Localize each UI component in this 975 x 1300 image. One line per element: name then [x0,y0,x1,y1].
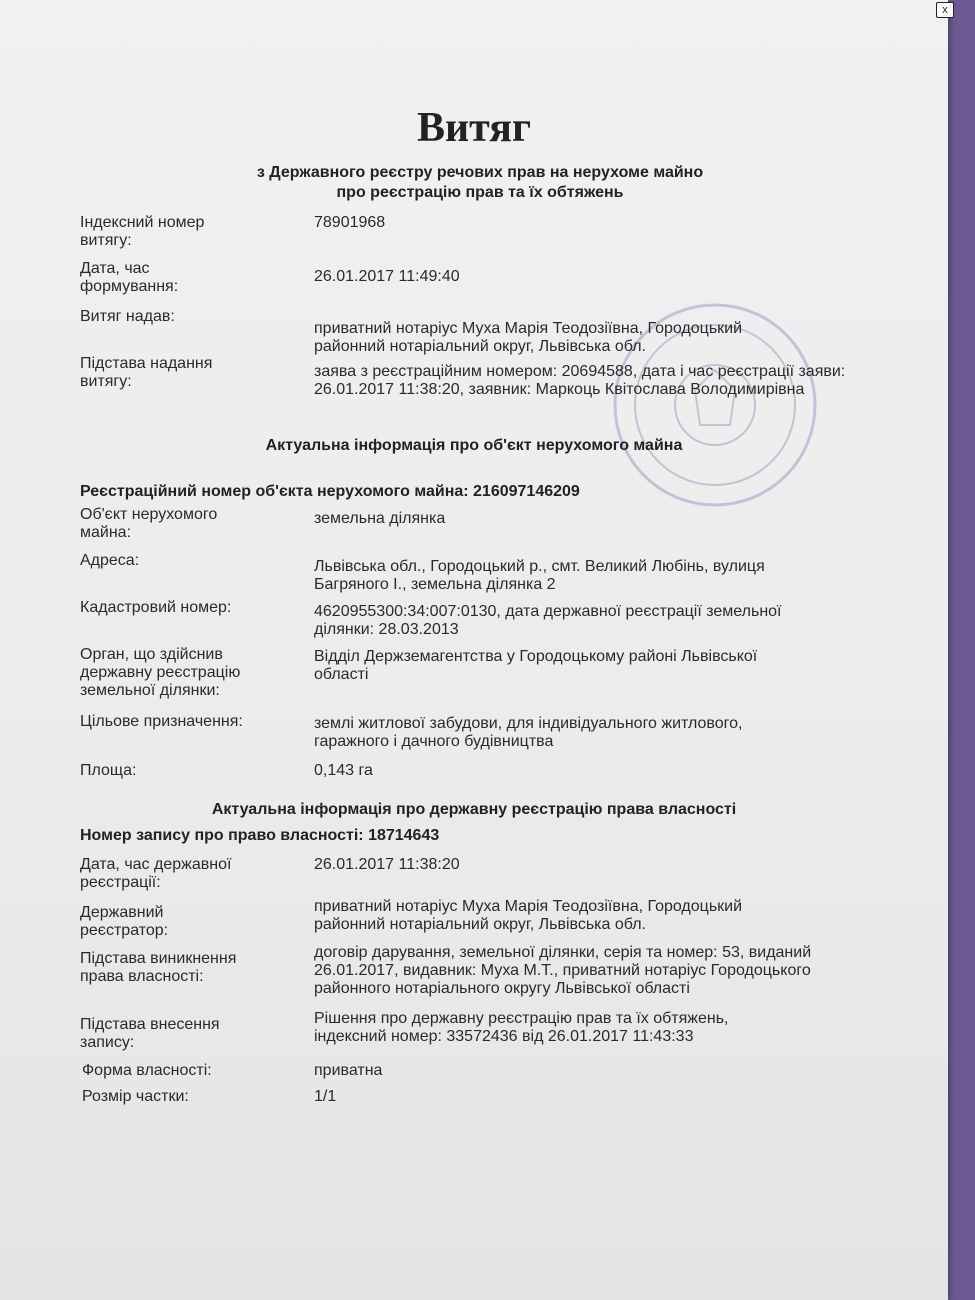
corner-mark: x [936,2,954,18]
object-section-heading: Актуальна інформація про об'єкт нерухомого майна [265,437,683,454]
object-reg-number: Реєстраційний номер об'єкта нерухомого майна: 216097146209 [80,483,580,500]
ownership-section-heading: Актуальна інформація про державну реєстрацію права власності [211,801,737,818]
document-subtitle: з Державного реєстру речових прав на нерухоме майно про реєстрацію прав та їх обтяжень [256,164,704,201]
ownership-record-number: Номер запису про право власності: 18714643 [80,827,440,844]
document-page: x Витяг з Державного реєстру речових прав на нерухоме майно про реєстрацію прав та їх обтяжень Індексний номер витягу: 78901968 Дата, час формування: 26.01.2017 11:49:40 Витяг надав: приватний нотаріус Муха Марія Теодозіївна, Городоцький районний нотаріальний округ, Львівська обл. Підстава надання витягу: заява з реєстраційним номером: 20694588, дата і час реєстрації заяви: 26.01.2017 11:38:20, заявник: Маркоць Квітослава Володимирівна Актуальна інформація про об'єкт нерухомого майна Реєстраційний номер об'єкта нерухомого майна: 216097146209 Об'єкт нерухомого майна: земельна ділянка Адреса: Львівська обл., Городоцький р., смт. Великий Любінь, вулиця Багряного І., земельна ділянка 2 Кадастровий номер: 4620955300:34:007:0130, дата державної реєстрації земельної ділянки: 28.03.2013 Орган, що здійснив державну реєстрацію земельної ділянки: Відділ Держземагентства у Городоцькому районі Львівської області Цільове призначення: землі житлової забудови, для індивідуального житлового, гаражного і дачного будівництва Площа: 0,143 га Актуальна інформація про державну реєстрацію права власності Номер запису про право власності: 18714643 Дата, час державної реєстрації: 26.01.2017 11:38:20 Державний реєстратор: приватний нотаріус Муха Марія Теодозіївна, Городоцький районний нотаріальний округ, Львівська обл. Підстава виникнення права власності: договір дарування, земельної ділянки, серія та номер: 53, виданий 26.01.2017, видавник: Муха М.Т., приватний нотаріус Городоцького районного нотаріального округу Львівської області Підстава внесення запису: Рішення про державну реєстрацію прав та їх обтяжень, індексний номер: 33572436 від 26.01.2017 11:43:33 Форма власності: приватна Розмір частки: 1/1 [0,0,948,1300]
document-title: Витяг [416,105,532,151]
